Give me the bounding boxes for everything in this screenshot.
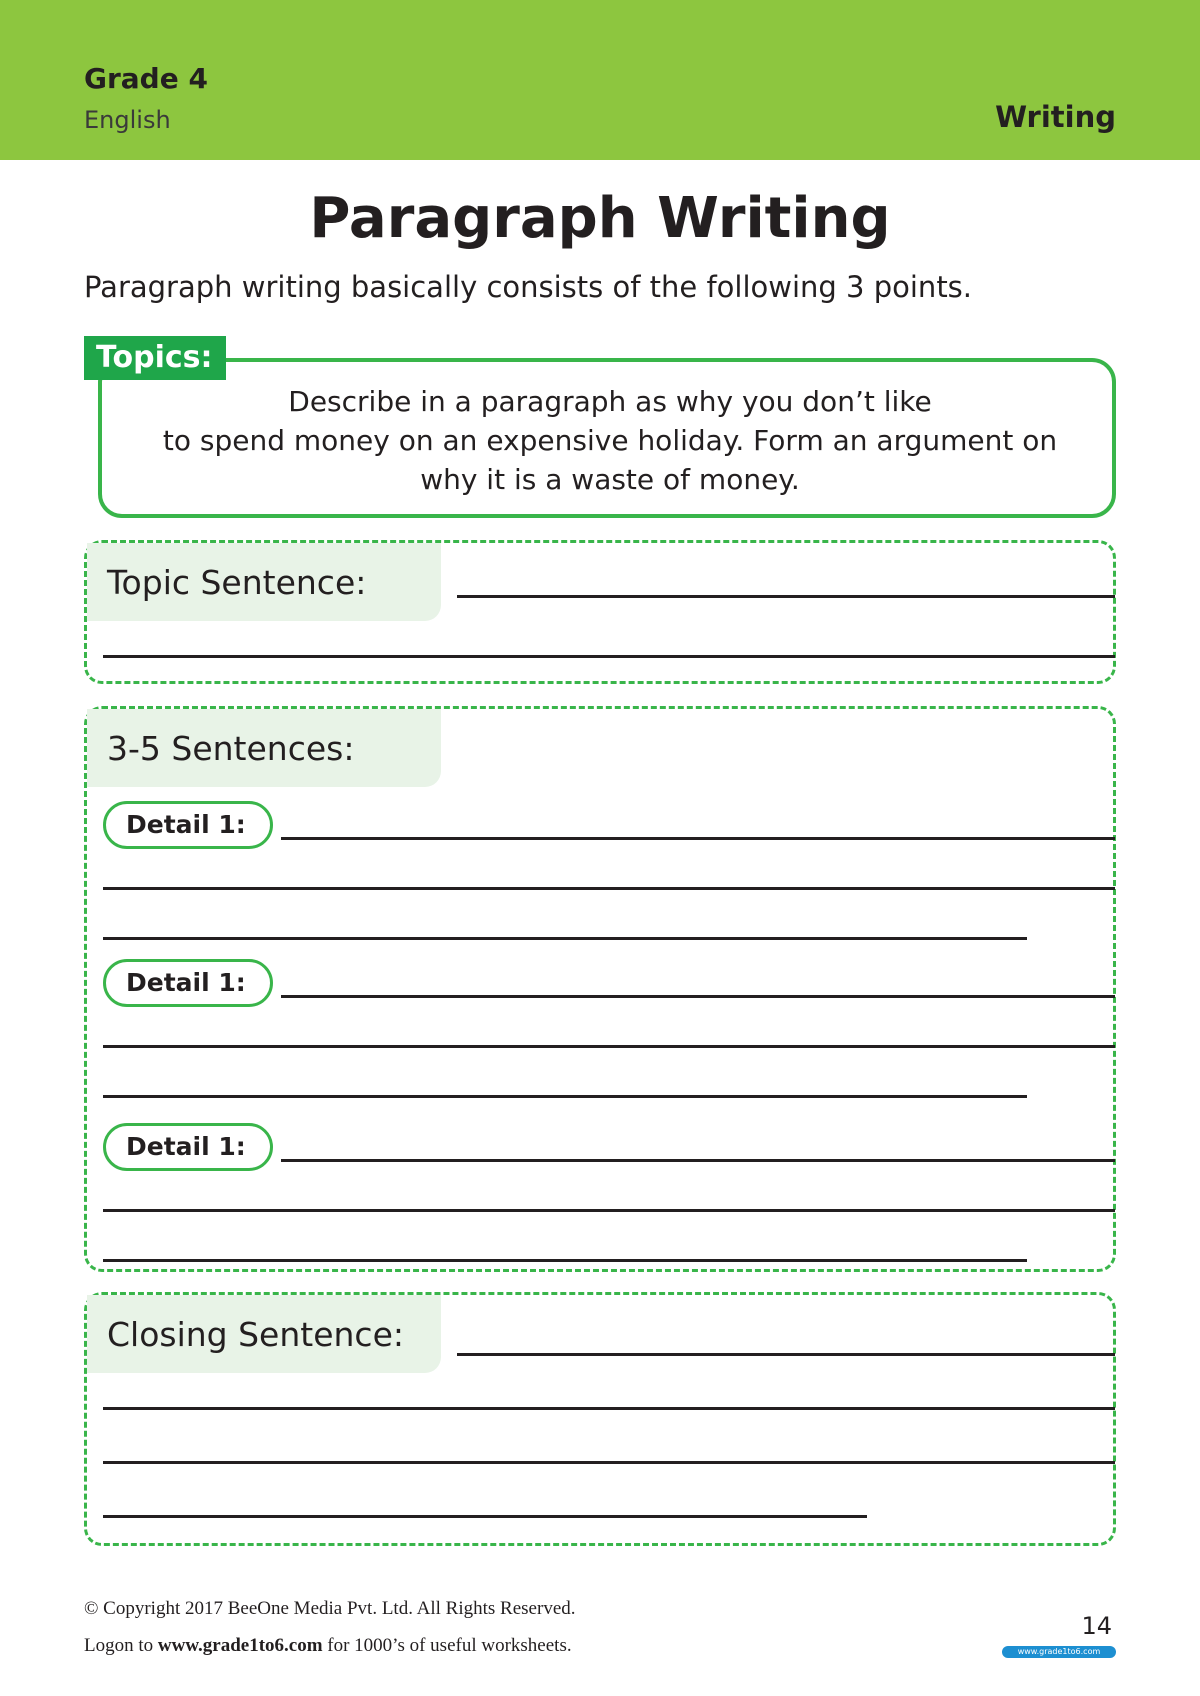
writing-line[interactable] [281, 995, 1115, 998]
logon-suffix: for 1000’s of useful worksheets. [327, 1635, 572, 1656]
writing-line[interactable] [281, 837, 1115, 840]
writing-line[interactable] [103, 1461, 1115, 1464]
category-label: Writing [995, 100, 1116, 134]
intro-text: Paragraph writing basically consists of the following 3 points. [84, 270, 973, 304]
body-sentences-section [84, 706, 1116, 1272]
topic-line: Describe in a paragraph as why you don’t like [288, 385, 932, 418]
writing-line[interactable] [103, 1095, 1027, 1098]
site-link[interactable]: www.grade1to6.com [157, 1635, 323, 1656]
closing-sentence-section [84, 1292, 1116, 1546]
section-header [87, 1295, 441, 1373]
page-number: 14 [1081, 1612, 1112, 1640]
page-title: Paragraph Writing [309, 186, 891, 251]
grade-label: Grade 4 [84, 62, 208, 95]
closing-sentence-label: Closing Sentence: [107, 1315, 404, 1354]
topic-prompt [110, 382, 1110, 499]
logon-text [84, 1635, 572, 1657]
writing-line[interactable] [103, 1209, 1115, 1212]
subject-label: English [84, 106, 171, 134]
writing-line[interactable] [103, 1407, 1115, 1410]
copyright-text: © Copyright 2017 BeeOne Media Pvt. Ltd. All Rights Reserved. [84, 1598, 576, 1619]
topic-line: to spend money on an expensive holiday. Form an argument on [162, 424, 1058, 457]
topic-sentence-section [84, 540, 1116, 684]
topic-sentence-label: Topic Sentence: [107, 563, 367, 602]
body-sentences-label: 3-5 Sentences: [107, 729, 355, 768]
section-header [87, 709, 441, 787]
writing-line[interactable] [103, 655, 1115, 658]
writing-line[interactable] [103, 1259, 1027, 1262]
site-url-badge[interactable]: www.grade1to6.com [1002, 1646, 1116, 1658]
writing-line[interactable] [103, 1045, 1115, 1048]
writing-line[interactable] [457, 1353, 1115, 1356]
writing-line[interactable] [457, 595, 1115, 598]
detail-pill: Detail 1: [103, 1123, 273, 1171]
logon-prefix: Logon to [84, 1635, 154, 1656]
detail-pill: Detail 1: [103, 801, 273, 849]
writing-line[interactable] [103, 937, 1027, 940]
detail-pill: Detail 1: [103, 959, 273, 1007]
writing-line[interactable] [103, 1515, 867, 1518]
writing-line[interactable] [281, 1159, 1115, 1162]
topics-tag: Topics: [84, 336, 226, 380]
writing-line[interactable] [103, 887, 1115, 890]
page-header [0, 0, 1200, 160]
topic-line: why it is a waste of money. [420, 463, 800, 496]
section-header [87, 543, 441, 621]
